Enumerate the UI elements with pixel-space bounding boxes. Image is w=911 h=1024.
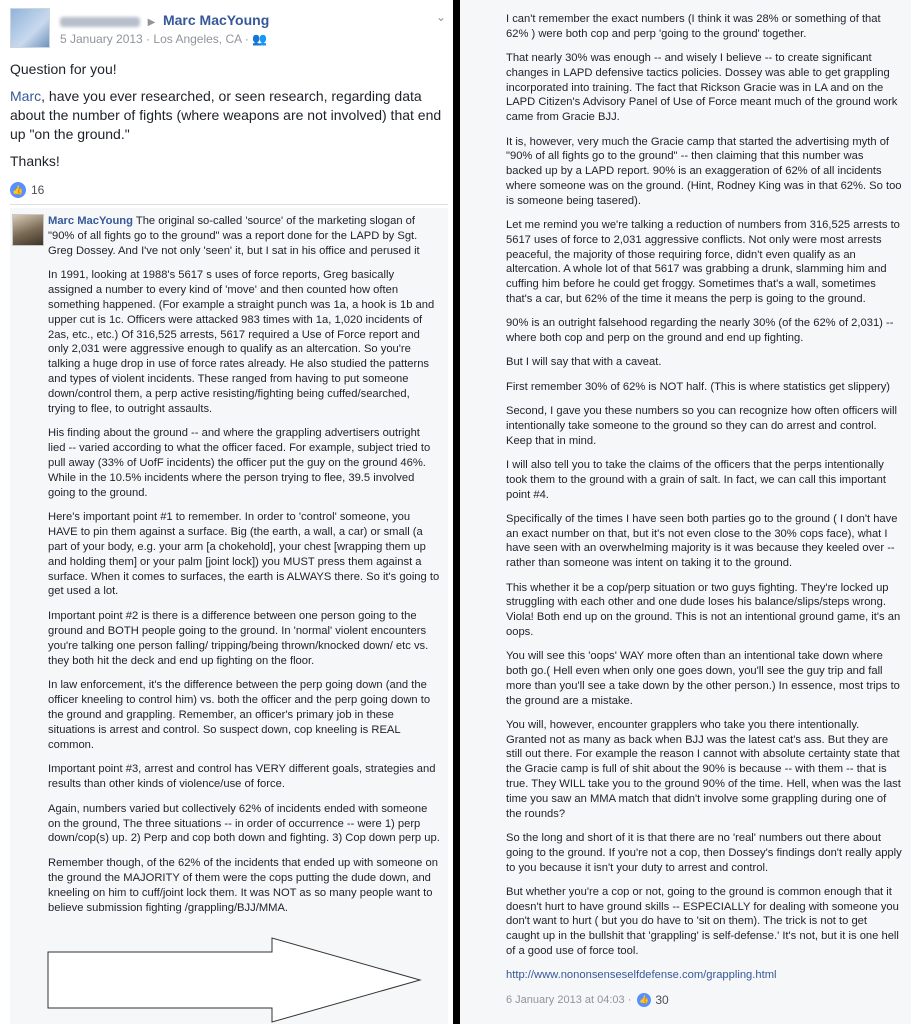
comment-paragraph: 90% is an outright falsehood regarding the nearly 30% (of the 62% of 2,031) -- where both cop and perp on the ground and end up fighting. — [506, 317, 894, 345]
comment-timestamp[interactable]: 6 January 2013 at 04:03 · — [506, 993, 632, 1006]
comment-paragraph: But whether you're a cop or not, going to the ground is common enough that it doesn't hurt to have ground skills -- ESPECIALLY for dealing with someone you don't want to hurt ( but you do have to 'sit on them). The trick is not to get caught up in the bullshit that 'grappling' is self-defense.' It's not, but it is one hell of a good use of force tool. — [506, 885, 899, 958]
right-panel — [460, 0, 911, 1024]
post-reactions[interactable] — [10, 182, 44, 198]
friends-icon: 👥 — [252, 32, 268, 46]
right-arrow-icon — [0, 930, 453, 1024]
post-header — [10, 8, 450, 52]
comment-paragraph: Specifically of the times I have seen both parties go to the ground ( I don't have an exact number on that, but it's not even close to the 30% cops face), what I have seen with an overwhelming majority is it was because they keeled over -- rather than someone was intent on taking it to the ground. — [506, 512, 898, 570]
source-link[interactable]: http://www.nononsenseselfdefense.com/grappling.html — [506, 969, 777, 982]
like-thumb-icon: 👍 — [10, 182, 26, 198]
comment-intro-text: The original so-called 'source' of the marketing slogan of "90% of all fights go to the ground" was a report done for the LAPD by Sgt. Greg Dossey. And I've not only 'seen' it, but I sat in his office and perused it — [48, 215, 420, 257]
comment — [10, 208, 448, 1024]
comment-paragraph: I can't remember the exact numbers (I think it was 28% or something of that 62% ) were both cop and perp 'going to the ground' together. — [506, 13, 881, 40]
comment-paragraph: Important point #3, arrest and control has VERY different goals, strategies and results than other kinds of violence/use of force. — [48, 763, 436, 791]
post-body — [10, 60, 448, 179]
panel-divider — [453, 0, 460, 1024]
left-panel — [0, 0, 453, 1024]
comment-paragraph: In 1991, looking at 1988's 5617 s uses of force reports, Greg basically assigned a number to every kind of 'move' and then counted how often something happened. (For example a straight punch was 1a, a hook is 1b and upper cut is 1c. Officers were attacked 983 times with 1a, 1,020 incidents of 2as, etc., etc.) Of 316,525 arrests, 5617 required a Use of Force report and only 2,031 were aggressive enough to qualify as an altercation. So you're talking a huge drop in use of force rates already. He also studied the patterns and types of violent incidents. These ranged from having to put someone down/control them, a perp active resisting/fighting being cuffed/searched, trying to flee, to outright assaults. — [48, 269, 435, 415]
comment-paragraph: This whether it be a cop/perp situation or two guys fighting. They're locked up struggling with each other and one dude loses his balance/slips/steps wrong. Viola! Both end up on the ground. This is not an intentional ground game, it's an oops. — [506, 581, 901, 638]
comment-link-paragraph — [506, 968, 902, 983]
comment-paragraph: You will see this 'oops' WAY more often than an intentional take down where both go.( Hell even when only one goes down, you'll see the guy trip and fall more than you'll see a take down by the other person.) In essence, most trips to the ground are a mistake. — [506, 650, 900, 707]
comment-footer — [506, 993, 902, 1008]
mention-link[interactable]: Marc — [10, 88, 42, 104]
comment-paragraph: In law enforcement, it's the difference between the perp going down (and the officer kneeling to control him) vs. both the officer and the perp going down to the ground and grappling. Remember, an officer's primary job in these situations is arrest and control. So suspect down, cop kneeling is REAL common. — [48, 679, 431, 751]
post-paragraph — [10, 87, 448, 144]
comment-paragraph: That nearly 30% was enough -- and wisely I believe -- to create significant changes in LAPD defensive tactics policies. Dossey was able to get grappling incorporated into training. The fact that Rickson Gracie was in LA and on the LAPD Citizen's Advisory Panel of Use of Force meant much of the ground work came from Gracie BJJ. — [506, 52, 898, 124]
comment-paragraph: Second, I gave you these numbers so you can recognize how often officers will intentionally take someone to the ground so they can do arrest and control. Keep that in mind. — [506, 405, 897, 447]
comment-paragraph: It is, however, very much the Gracie camp that started the advertising myth of "90% of all fights go to the ground" -- then claiming that this number was backed up by a LAPD report. 90% is an exaggeration of 62% of all incidents where someone was on the ground. (Hint, Rodney King was in that 62%. So too is someone being tasered). — [506, 135, 902, 207]
comment-paragraph: Let me remind you we're talking a reduction of numbers from 316,525 arrests to 5617 uses of force to 2,031 aggressive conflicts. Not only were most arrests peaceful, the majority of those requiring force, didn't even qualify as an altercation. A whole lot of that 5617 was grabbing a drunk, slamming him and cuffing him before he could get froggy. Sometimes that's a wall, sometimes that's a car, but 62% of the time it means the perp is going to the ground. — [506, 219, 900, 306]
comment-text-left — [48, 214, 440, 925]
comment-paragraph: So the long and short of it is that there are no 'real' numbers out there about going to the ground. If you're not a cop, then Dossey's findings don't really apply to you because it isn't your duty to arrest and control. — [506, 831, 902, 874]
commenter-name-link[interactable]: Marc MacYoung — [48, 215, 133, 227]
comment-paragraph: His finding about the ground -- and where the grappling advertisers outright lied -- varied according to what the officer faced. For example, subject tried to pull away (33% of UofF incidents) the officer put the guy on the ground 46%. While in the 10.5% incidents where the person trying to flee, 39.5 involved going to the ground. — [48, 427, 431, 499]
poster-avatar[interactable] — [10, 8, 50, 48]
divider — [10, 204, 448, 205]
comment-intro — [48, 214, 440, 258]
arrow-graphic — [0, 930, 453, 1024]
meta-separator: · — [146, 32, 154, 46]
comment-like-count[interactable]: 30 — [655, 992, 669, 1007]
commenter-avatar[interactable] — [12, 214, 44, 246]
comment-paragraph: But I will say that with a caveat. — [506, 356, 662, 369]
comment-paragraph: I will also tell you to take the claims of the officers that the perps intentionally took them to the ground with a grain of salt. In fact, we can call this important point #4. — [506, 458, 886, 501]
post-paragraph: Question for you! — [10, 61, 117, 77]
post-date[interactable]: 5 January 2013 — [60, 32, 143, 46]
comment-paragraph: Again, numbers varied but collectively 62% of incidents ended with someone on the ground, The three situations -- in order of occurrence -- were 1) perp down/cop(s) up. 2) Perp and cop both down and fighting. 3) Cop down perp up. — [48, 802, 440, 845]
post-paragraph-text: , have you ever researched, or seen research, regarding data about the number of fights (where weapons are not involved) that end up "on the ground." — [10, 88, 442, 142]
arrow-right-icon: ▶ — [147, 17, 156, 28]
wall-owner-link[interactable]: Marc MacYoung — [162, 12, 270, 28]
meta-separator: · — [244, 32, 253, 46]
post-paragraph: Thanks! — [10, 153, 60, 169]
post-header-line — [60, 12, 269, 28]
comment-paragraph: Remember though, of the 62% of the incidents that ended up with someone on the ground the MAJORITY of them were the cops putting the dude down, and kneeling on him to cuff/joint lock them. It was NOT as so many people want to believe submission fighting /grappling/BJJ/MMA. — [48, 857, 438, 914]
comment-paragraph: You will, however, encounter grapplers who take you there intentionally. Granted not as many as back when BJJ was the latest cat's ass. But they are still out there. For example the reason I cannot with absolute certainty state that the Gracie camp is full of shit about the 90% is because -- with them -- that is true. They WILL take you to the ground 90% of the time. Hell, when was the last time you saw an MMA match that didn't involve some grappling during one of the rounds? — [506, 718, 901, 820]
post-meta — [60, 32, 267, 46]
post-like-count: 16 — [31, 183, 45, 197]
like-thumb-icon: 👍 — [637, 993, 651, 1007]
comment-paragraph: First remember 30% of 62% is NOT half. (This is where statistics get slippery) — [506, 380, 891, 393]
comment-paragraph: Here's important point #1 to remember. In order to 'control' someone, you HAVE to pin them against a surface. Big (the earth, a wall, a car) or small (a part of your body, e.g. your arm [a chokehold], your chest [wrapping them up and holding them] or your palm [joint lock]) you MUST press them against a surface. When it comes to surfaces, the earth is ALWAYS there. So it's going to get used a lot. — [48, 511, 440, 598]
post-location[interactable]: Los Angeles, CA — [153, 32, 242, 46]
comment-paragraph: Important point #2 is there is a difference between one person going to the ground and BOTH people going to the ground. In 'normal' violent encounters you're talking one person falling/ tripping/being thrown/knocked down/ etc vs. they both hit the deck and end up fighting on the floor. — [48, 610, 429, 667]
chevron-down-icon[interactable]: ⌄ — [435, 10, 446, 24]
redacted-poster-name[interactable] — [60, 17, 140, 27]
comment-text-right — [506, 12, 902, 1007]
